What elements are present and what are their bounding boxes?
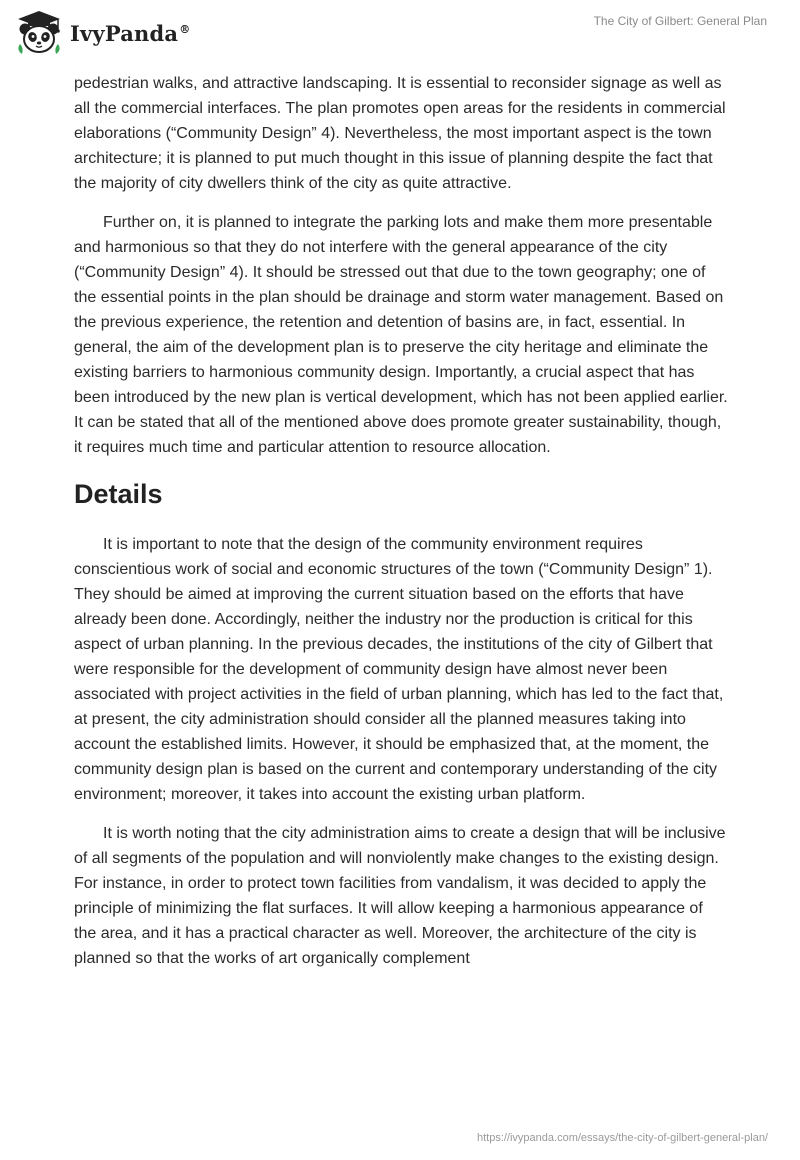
- paragraph: Further on, it is planned to integrate the parking lots and make them more presentable and harmonious so that they do not interfere with the general appearance of the city (“Community Design” 4). It should be stressed out that due to the town geography; one of the essential points in the plan should be drainage and storm water management. Based on the previous experience, the retention and detention of basins are, in fact, essential. In general, the aim of the development plan is to preserve the city heritage and eliminate the existing barriers to harmonious community design. Importantly, a crucial aspect that has been introduced by the new plan is vertical development, which has not been applied earlier. It can be stated that all of the mentioned above does promote greater sustainability, though, it requires much time and particular attention to resource allocation.: [74, 214, 728, 456]
- paragraph: It is important to note that the design of the community environment requires conscientious work of social and economic structures of the town (“Community Design” 1). They should be aimed at improving the current situation based on the efforts that have already been done. Accordingly, neither the industry nor the production is critical for this aspect of urban planning. In the previous decades, the institutions of the city of Gilbert that were responsible for the development of community design have almost never been associated with project activities in the field of urban planning, which has led to the fact that, at present, the city administration should consider all the planned measures taking into account the established limits. However, it should be emphasized that, at the moment, the community design plan is based on the current and contemporary understanding of the city environment; moreover, it takes into account the existing urban platform.: [74, 536, 724, 803]
- brand-name: IvyPanda®: [70, 20, 191, 46]
- paragraph: pedestrian walks, and attractive landscaping. It is essential to reconsider signage as well as all the commercial interfaces. The plan promotes open areas for the residents in commercial elaborations (“Community Design” 4). Nevertheless, the most important aspect is the town architecture; it is planned to put much thought in this issue of planning despite the fact that the majority of city dwellers think of the city as quite attractive.: [74, 75, 726, 192]
- source-url-link[interactable]: https://ivypanda.com/essays/the-city-of-gilbert-general-plan/: [476, 1132, 768, 1144]
- section-heading: Details: [74, 479, 163, 509]
- document-title: The City of Gilbert: General Plan: [593, 14, 767, 28]
- brand-logo[interactable]: [14, 8, 190, 58]
- essay-content: [74, 71, 728, 985]
- paragraph: It is worth noting that the city administration aims to create a design that will be inclusive of all segments of the population and will nonviolently make changes to the existing design. For instance, in order to protect town facilities from vandalism, it was decided to apply the principle of minimizing the flat surfaces. It will allow keeping a harmonious appearance of the area, and it has a practical character as well. Moreover, the architecture of the city is planned so that the works of art organically complement: [74, 825, 726, 967]
- page-header: [0, 0, 800, 70]
- panda-logo-icon: [14, 8, 64, 58]
